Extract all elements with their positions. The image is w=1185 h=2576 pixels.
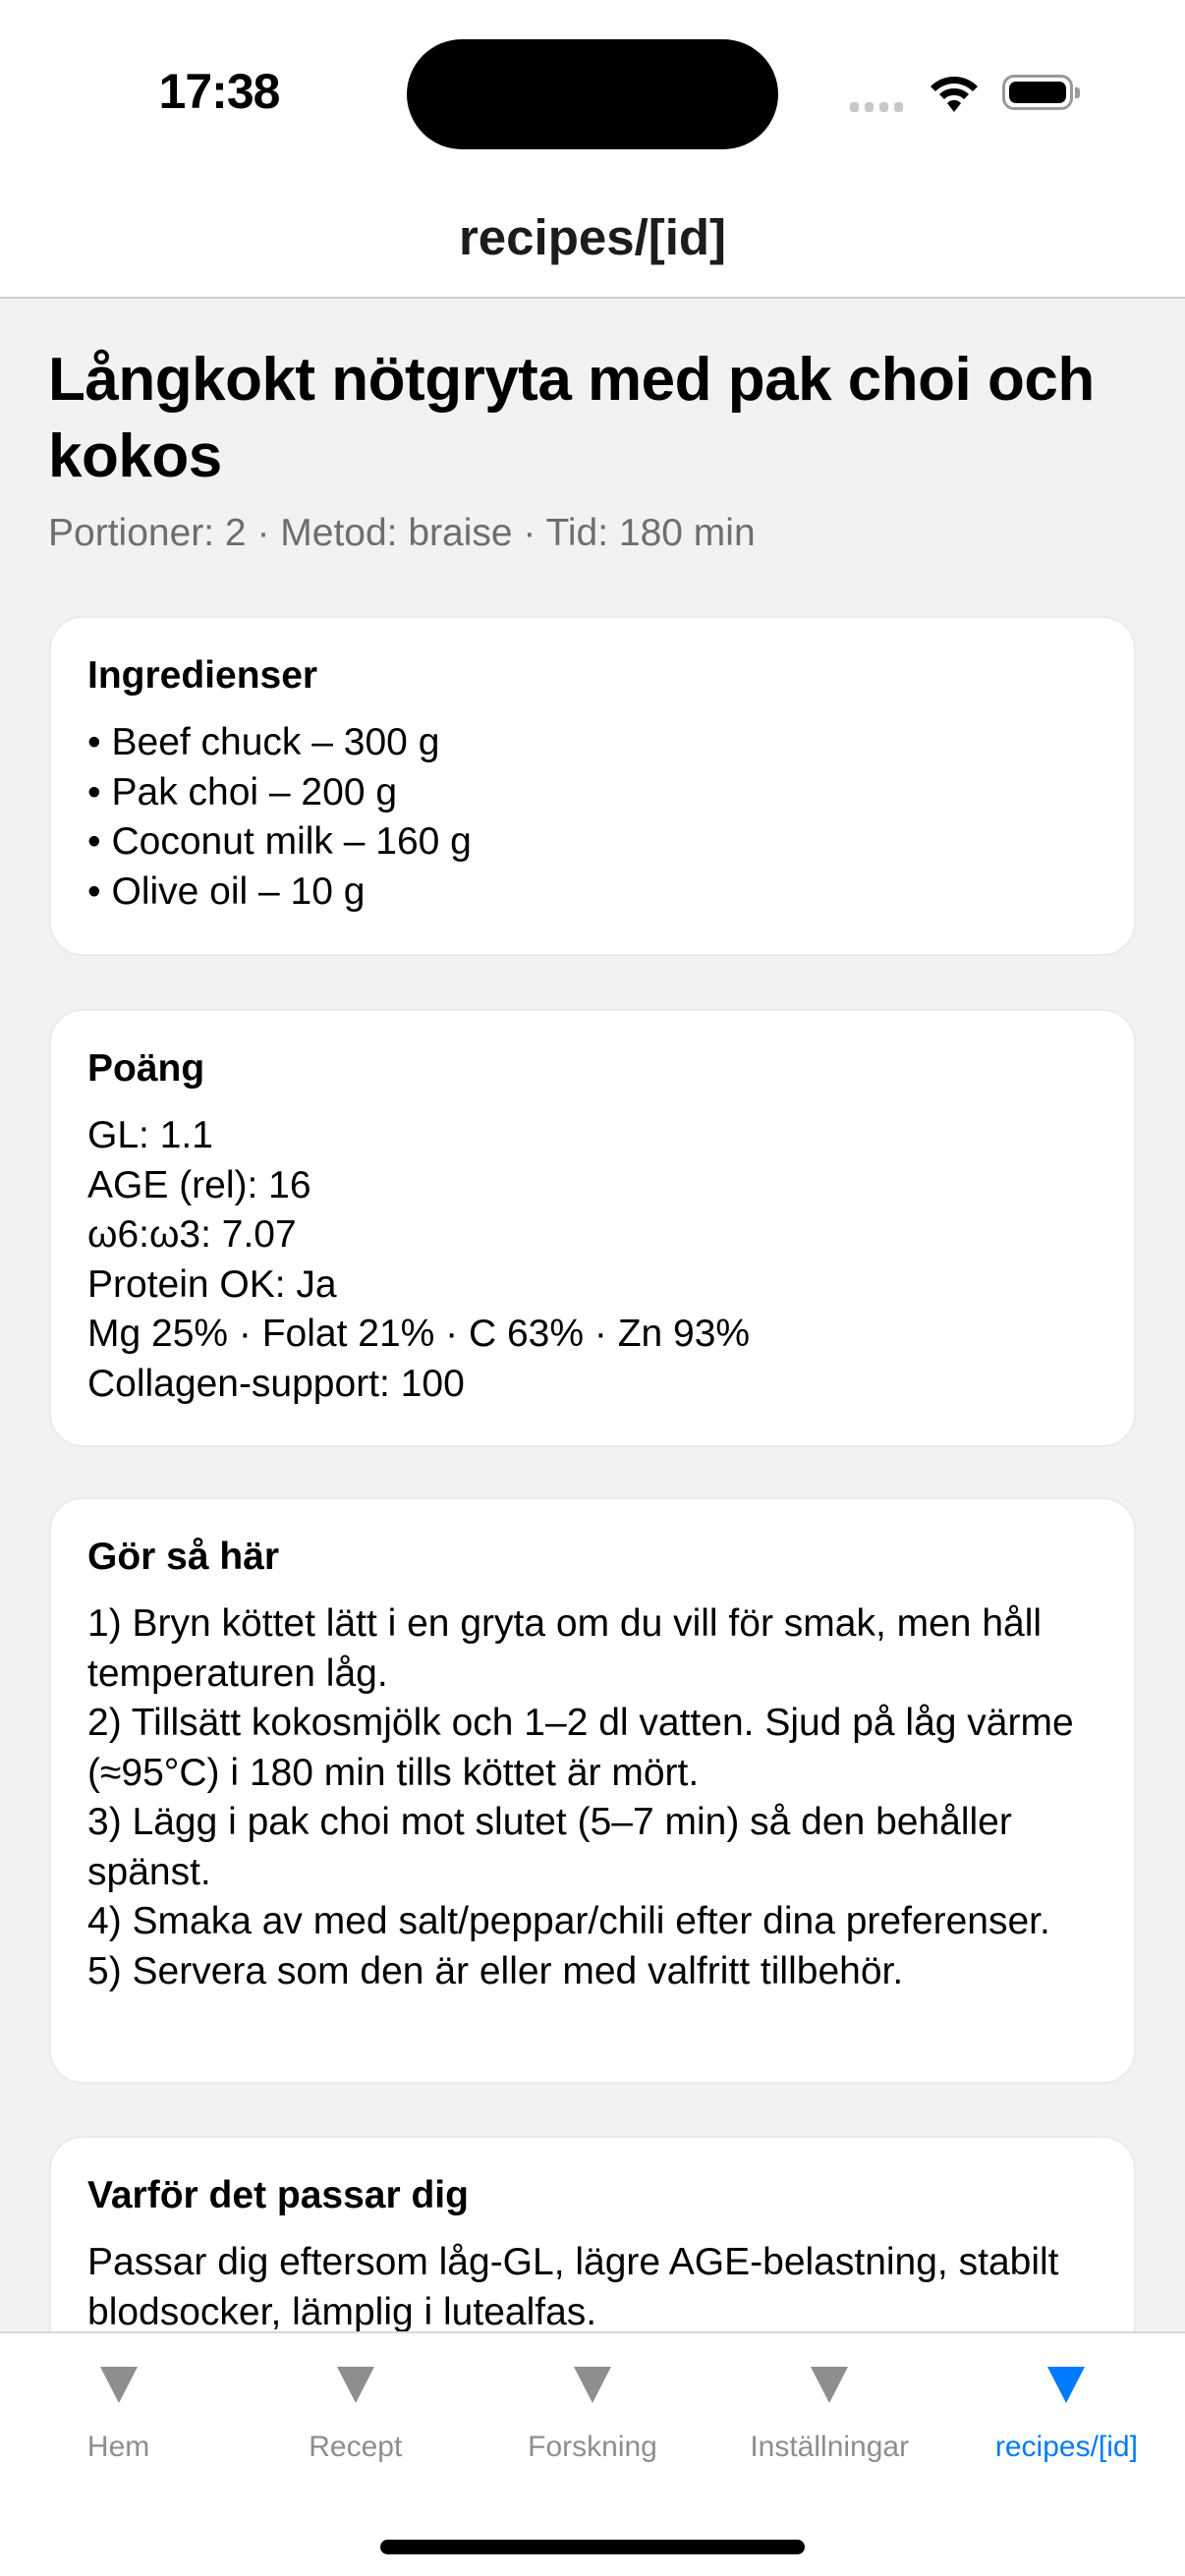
tab-label: Inställningar: [750, 2431, 910, 2463]
instruction-step: 4) Smaka av med salt/peppar/chili efter dina preferenser.: [87, 1900, 1050, 1942]
status-bar: [0, 0, 1185, 187]
status-time: 17:38: [158, 64, 280, 119]
ingredient-item: • Pak choi – 200 g: [87, 770, 398, 813]
why-card: [49, 2136, 1136, 2331]
triangle-down-icon: [1047, 2367, 1085, 2403]
scores-heading: Poäng: [87, 1047, 205, 1090]
scores-card: [49, 1009, 1136, 1447]
wifi-icon: [929, 73, 980, 114]
tab-installningar[interactable]: [711, 2333, 948, 2491]
score-omega-ratio: ω6:ω3: 7.07: [87, 1213, 297, 1256]
triangle-down-icon: [100, 2367, 138, 2403]
instructions-list: [87, 1599, 1104, 1996]
recipe-meta: Portioner: 2 · Metod: braise · Tid: 180 min: [48, 512, 756, 554]
recipe-title: Långkokt nötgryta med pak choi och kokos: [48, 346, 1095, 490]
recipe-content[interactable]: [0, 299, 1185, 2331]
home-indicator[interactable]: [380, 2540, 805, 2554]
score-gl: GL: 1.1: [87, 1114, 213, 1156]
tab-forskning[interactable]: [474, 2333, 710, 2491]
instruction-step: 2) Tillsätt kokosmjölk och 1–2 dl vatten. Sjud på låg värme (≈95°C) i 180 min tills köttet är mört.: [87, 1702, 1074, 1794]
ingredients-heading: Ingredienser: [87, 654, 318, 697]
page-title: recipes/[id]: [458, 209, 727, 265]
why-text: Passar dig eftersom låg-GL, lägre AGE-belastning, stabilt blodsocker, lämplig i lutealfas.: [87, 2241, 1059, 2331]
cellular-signal-icon: [850, 102, 903, 112]
score-micronutrients: Mg 25% · Folat 21% · C 63% · Zn 93%: [87, 1313, 751, 1355]
ingredient-item: • Coconut milk – 160 g: [87, 820, 472, 863]
triangle-down-icon: [337, 2367, 374, 2403]
instruction-step: 1) Bryn köttet lätt i en gryta om du vill för smak, men håll temperaturen låg.: [87, 1602, 1043, 1695]
scores-list: [87, 1111, 1104, 1409]
tab-recept[interactable]: [237, 2333, 474, 2491]
instruction-step: 5) Servera som den är eller med valfritt tillbehör.: [87, 1949, 904, 1992]
score-protein: Protein OK: Ja: [87, 1262, 337, 1306]
nav-header: [0, 187, 1185, 299]
why-heading: Varför det passar dig: [87, 2174, 469, 2216]
ingredients-list: [87, 718, 1104, 917]
triangle-down-icon: [574, 2367, 611, 2403]
score-collagen: Collagen-support: 100: [87, 1362, 465, 1405]
battery-icon: [1002, 75, 1073, 110]
ingredients-card: [49, 616, 1136, 956]
triangle-down-icon: [811, 2367, 848, 2403]
ingredient-item: • Olive oil – 10 g: [87, 869, 366, 913]
instruction-step: 3) Lägg i pak choi mot slutet (5–7 min) så den behåller spänst.: [87, 1801, 1012, 1893]
tab-label: Recept: [309, 2431, 403, 2463]
tab-bar: [0, 2331, 1185, 2576]
tab-hem[interactable]: [0, 2333, 237, 2491]
ingredient-item: • Beef chuck – 300 g: [87, 721, 440, 763]
tab-recipes-id[interactable]: [948, 2333, 1185, 2491]
tab-label: recipes/[id]: [994, 2431, 1138, 2463]
tab-label: Forskning: [528, 2431, 657, 2463]
tab-label: Hem: [86, 2431, 150, 2463]
dynamic-island: [407, 39, 778, 149]
instructions-heading: Gör så här: [87, 1536, 280, 1578]
instructions-card: [49, 1497, 1136, 2084]
score-age: AGE (rel): 16: [87, 1163, 311, 1206]
